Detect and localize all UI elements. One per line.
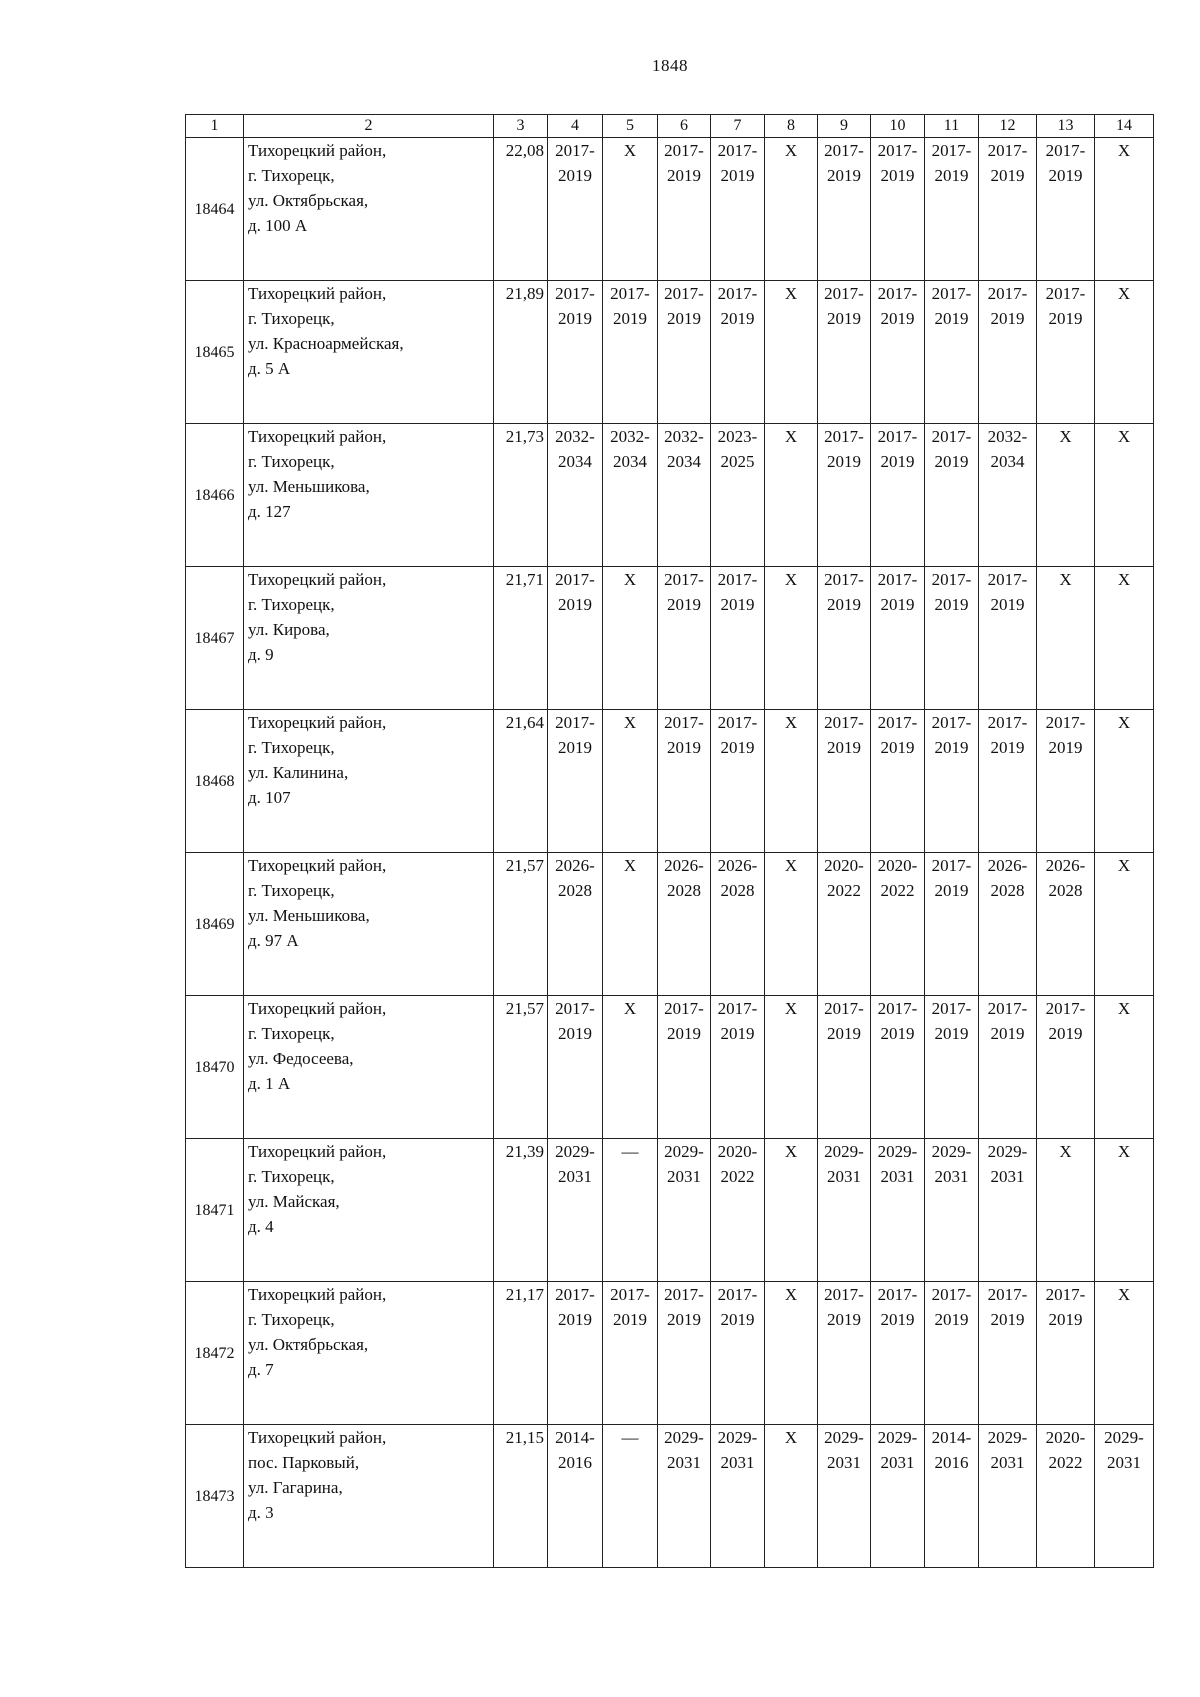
period-cell: 2017- 2019 — [711, 138, 765, 281]
column-header: 1 — [186, 115, 244, 138]
period-cell: 2017- 2019 — [818, 996, 871, 1139]
column-header: 2 — [244, 115, 494, 138]
period-cell: 2029- 2031 — [818, 1425, 871, 1568]
period-cell: 2017- 2019 — [548, 567, 603, 710]
column-header: 3 — [494, 115, 548, 138]
period-cell: 2017- 2019 — [818, 1282, 871, 1425]
period-cell: 2017- 2019 — [871, 710, 925, 853]
address-cell — [244, 1139, 494, 1282]
address-cell — [244, 710, 494, 853]
period-cell: 2023- 2025 — [711, 424, 765, 567]
period-cell: 2017- 2019 — [979, 281, 1037, 424]
period-cell: X — [603, 567, 658, 710]
period-cell: 2029- 2031 — [979, 1425, 1037, 1568]
address-line: д. 1 А — [248, 1074, 291, 1093]
address-cell — [244, 996, 494, 1139]
address-line: ул. Меньшикова, — [248, 906, 370, 925]
period-cell: 2029- 2031 — [979, 1139, 1037, 1282]
address-line: д. 97 А — [248, 931, 299, 950]
address-line: д. 9 — [248, 645, 274, 664]
period-cell: — — [603, 1425, 658, 1568]
record-number: 18469 — [186, 853, 244, 996]
value-cell: 22,08 — [494, 138, 548, 281]
period-cell: X — [603, 853, 658, 996]
value-cell: 21,17 — [494, 1282, 548, 1425]
period-cell: 2026- 2028 — [658, 853, 711, 996]
period-cell: X — [1095, 710, 1154, 853]
period-cell: 2017- 2019 — [1037, 138, 1095, 281]
period-cell: 2017- 2019 — [818, 424, 871, 567]
address-line: Тихорецкий район, — [248, 427, 387, 446]
period-cell: 2020- 2022 — [1037, 1425, 1095, 1568]
period-cell: 2017- 2019 — [979, 710, 1037, 853]
period-cell: 2020- 2022 — [818, 853, 871, 996]
period-cell: 2017- 2019 — [871, 1282, 925, 1425]
period-cell: 2017- 2019 — [925, 996, 979, 1139]
period-cell: X — [765, 138, 818, 281]
period-cell: 2017- 2019 — [658, 567, 711, 710]
period-cell: 2017- 2019 — [658, 281, 711, 424]
table-row — [186, 710, 1154, 853]
address-line: г. Тихорецк, — [248, 881, 335, 900]
table-row — [186, 1425, 1154, 1568]
period-cell: X — [765, 1139, 818, 1282]
address-line: Тихорецкий район, — [248, 999, 387, 1018]
address-line: Тихорецкий район, — [248, 284, 387, 303]
period-cell: 2017- 2019 — [548, 138, 603, 281]
period-cell: 2017- 2019 — [711, 281, 765, 424]
period-cell: 2020- 2022 — [711, 1139, 765, 1282]
period-cell: 2017- 2019 — [818, 138, 871, 281]
column-header: 7 — [711, 115, 765, 138]
address-line: д. 127 — [248, 502, 291, 521]
address-line: ул. Калинина, — [248, 763, 349, 782]
period-cell: 2017- 2019 — [871, 996, 925, 1139]
value-cell: 21,57 — [494, 853, 548, 996]
record-number: 18466 — [186, 424, 244, 567]
period-cell: 2017- 2019 — [711, 996, 765, 1139]
address-line: д. 4 — [248, 1217, 274, 1236]
period-cell: 2017- 2019 — [871, 138, 925, 281]
period-cell: 2017- 2019 — [818, 281, 871, 424]
period-cell: X — [765, 710, 818, 853]
period-cell: 2017- 2019 — [925, 281, 979, 424]
address-cell — [244, 281, 494, 424]
period-cell: 2017- 2019 — [925, 138, 979, 281]
address-line: ул. Гагарина, — [248, 1478, 343, 1497]
column-header: 9 — [818, 115, 871, 138]
period-cell: X — [1095, 281, 1154, 424]
period-cell: 2017- 2019 — [548, 1282, 603, 1425]
period-cell: 2029- 2031 — [871, 1425, 925, 1568]
address-line: г. Тихорецк, — [248, 166, 335, 185]
column-header: 4 — [548, 115, 603, 138]
period-cell: 2029- 2031 — [925, 1139, 979, 1282]
period-cell: 2017- 2019 — [818, 710, 871, 853]
record-number: 18471 — [186, 1139, 244, 1282]
period-cell: X — [765, 281, 818, 424]
period-cell: 2029- 2031 — [658, 1425, 711, 1568]
record-number: 18467 — [186, 567, 244, 710]
address-line: ул. Федосеева, — [248, 1049, 354, 1068]
period-cell: 2017- 2019 — [979, 138, 1037, 281]
record-number: 18465 — [186, 281, 244, 424]
period-cell: 2017- 2019 — [603, 1282, 658, 1425]
period-cell: 2017- 2019 — [925, 424, 979, 567]
table-row — [186, 567, 1154, 710]
period-cell: 2032- 2034 — [603, 424, 658, 567]
table-row — [186, 1139, 1154, 1282]
column-header: 13 — [1037, 115, 1095, 138]
table-row — [186, 281, 1154, 424]
address-line: д. 5 А — [248, 359, 291, 378]
period-cell: X — [1095, 1282, 1154, 1425]
register-table — [185, 114, 1154, 1568]
period-cell: 2017- 2019 — [1037, 281, 1095, 424]
period-cell: X — [603, 138, 658, 281]
period-cell: 2032- 2034 — [548, 424, 603, 567]
period-cell: 2017- 2019 — [603, 281, 658, 424]
page-number: 1848 — [652, 56, 688, 75]
period-cell: 2026- 2028 — [548, 853, 603, 996]
table-row — [186, 996, 1154, 1139]
table-row — [186, 853, 1154, 996]
address-line: г. Тихорецк, — [248, 1310, 335, 1329]
address-cell — [244, 567, 494, 710]
period-cell: 2017- 2019 — [871, 567, 925, 710]
address-line: г. Тихорецк, — [248, 1024, 335, 1043]
period-cell: 2029- 2031 — [1095, 1425, 1154, 1568]
period-cell: X — [765, 853, 818, 996]
period-cell: X — [1095, 424, 1154, 567]
period-cell: 2017- 2019 — [711, 1282, 765, 1425]
value-cell: 21,71 — [494, 567, 548, 710]
period-cell: X — [765, 996, 818, 1139]
period-cell: 2017- 2019 — [925, 853, 979, 996]
record-number: 18468 — [186, 710, 244, 853]
period-cell: 2017- 2019 — [658, 1282, 711, 1425]
address-line: ул. Октябрьская, — [248, 191, 369, 210]
period-cell: X — [1037, 424, 1095, 567]
period-cell: X — [765, 1282, 818, 1425]
address-line: д. 7 — [248, 1360, 274, 1379]
period-cell: 2017- 2019 — [871, 424, 925, 567]
address-line: г. Тихорецк, — [248, 309, 335, 328]
value-cell: 21,64 — [494, 710, 548, 853]
period-cell: X — [765, 1425, 818, 1568]
record-number: 18470 — [186, 996, 244, 1139]
record-number: 18464 — [186, 138, 244, 281]
column-header: 8 — [765, 115, 818, 138]
address-cell — [244, 1282, 494, 1425]
period-cell: 2017- 2019 — [1037, 996, 1095, 1139]
address-line: д. 107 — [248, 788, 291, 807]
period-cell: 2017- 2019 — [979, 1282, 1037, 1425]
period-cell: X — [1037, 567, 1095, 710]
period-cell: 2029- 2031 — [658, 1139, 711, 1282]
period-cell: X — [603, 710, 658, 853]
period-cell: 2017- 2019 — [548, 710, 603, 853]
address-line: ул. Меньшикова, — [248, 477, 370, 496]
period-cell: 2017- 2019 — [658, 710, 711, 853]
period-cell: 2029- 2031 — [871, 1139, 925, 1282]
address-line: г. Тихорецк, — [248, 595, 335, 614]
period-cell: 2017- 2019 — [979, 567, 1037, 710]
period-cell: X — [765, 567, 818, 710]
period-cell: 2029- 2031 — [818, 1139, 871, 1282]
period-cell: 2029- 2031 — [548, 1139, 603, 1282]
period-cell: 2032- 2034 — [979, 424, 1037, 567]
period-cell: X — [1095, 567, 1154, 710]
period-cell: 2029- 2031 — [711, 1425, 765, 1568]
period-cell: X — [765, 424, 818, 567]
address-line: ул. Кирова, — [248, 620, 330, 639]
value-cell: 21,89 — [494, 281, 548, 424]
period-cell: 2017- 2019 — [925, 710, 979, 853]
column-header: 11 — [925, 115, 979, 138]
period-cell: 2017- 2019 — [658, 138, 711, 281]
address-line: д. 100 А — [248, 216, 308, 235]
period-cell: 2017- 2019 — [1037, 710, 1095, 853]
period-cell: 2026- 2028 — [1037, 853, 1095, 996]
table-row — [186, 138, 1154, 281]
period-cell: 2017- 2019 — [711, 567, 765, 710]
record-number: 18473 — [186, 1425, 244, 1568]
period-cell: 2020- 2022 — [871, 853, 925, 996]
period-cell: X — [1095, 996, 1154, 1139]
period-cell: X — [1095, 1139, 1154, 1282]
period-cell: 2017- 2019 — [1037, 1282, 1095, 1425]
address-line: ул. Майская, — [248, 1192, 340, 1211]
header-row — [186, 115, 1154, 138]
address-line: Тихорецкий район, — [248, 1428, 387, 1447]
address-line: пос. Парковый, — [248, 1453, 360, 1472]
period-cell: X — [1095, 853, 1154, 996]
address-line: ул. Красноармейская, — [248, 334, 404, 353]
value-cell: 21,15 — [494, 1425, 548, 1568]
period-cell: 2026- 2028 — [711, 853, 765, 996]
period-cell: 2017- 2019 — [658, 996, 711, 1139]
address-line: д. 3 — [248, 1503, 274, 1522]
address-line: Тихорецкий район, — [248, 570, 387, 589]
period-cell: 2017- 2019 — [711, 710, 765, 853]
column-header: 14 — [1095, 115, 1154, 138]
column-header: 6 — [658, 115, 711, 138]
period-cell: 2032- 2034 — [658, 424, 711, 567]
address-line: Тихорецкий район, — [248, 141, 387, 160]
record-number: 18472 — [186, 1282, 244, 1425]
period-cell: 2017- 2019 — [871, 281, 925, 424]
period-cell: 2017- 2019 — [979, 996, 1037, 1139]
value-cell: 21,39 — [494, 1139, 548, 1282]
period-cell: X — [1095, 138, 1154, 281]
address-line: г. Тихорецк, — [248, 738, 335, 757]
address-cell — [244, 424, 494, 567]
column-header: 10 — [871, 115, 925, 138]
period-cell: 2017- 2019 — [548, 281, 603, 424]
table-row — [186, 424, 1154, 567]
value-cell: 21,73 — [494, 424, 548, 567]
value-cell: 21,57 — [494, 996, 548, 1139]
period-cell: 2014- 2016 — [548, 1425, 603, 1568]
period-cell: 2014- 2016 — [925, 1425, 979, 1568]
period-cell: 2017- 2019 — [548, 996, 603, 1139]
address-line: г. Тихорецк, — [248, 452, 335, 471]
period-cell: X — [1037, 1139, 1095, 1282]
address-cell — [244, 853, 494, 996]
address-line: Тихорецкий район, — [248, 1285, 387, 1304]
period-cell: X — [603, 996, 658, 1139]
period-cell: 2017- 2019 — [925, 567, 979, 710]
address-line: ул. Октябрьская, — [248, 1335, 369, 1354]
address-line: Тихорецкий район, — [248, 713, 387, 732]
address-cell — [244, 138, 494, 281]
period-cell: 2017- 2019 — [818, 567, 871, 710]
address-line: Тихорецкий район, — [248, 1142, 387, 1161]
address-line: Тихорецкий район, — [248, 856, 387, 875]
period-cell: 2017- 2019 — [925, 1282, 979, 1425]
period-cell: — — [603, 1139, 658, 1282]
address-cell — [244, 1425, 494, 1568]
column-header: 12 — [979, 115, 1037, 138]
period-cell: 2026- 2028 — [979, 853, 1037, 996]
address-line: г. Тихорецк, — [248, 1167, 335, 1186]
column-header: 5 — [603, 115, 658, 138]
table-row — [186, 1282, 1154, 1425]
